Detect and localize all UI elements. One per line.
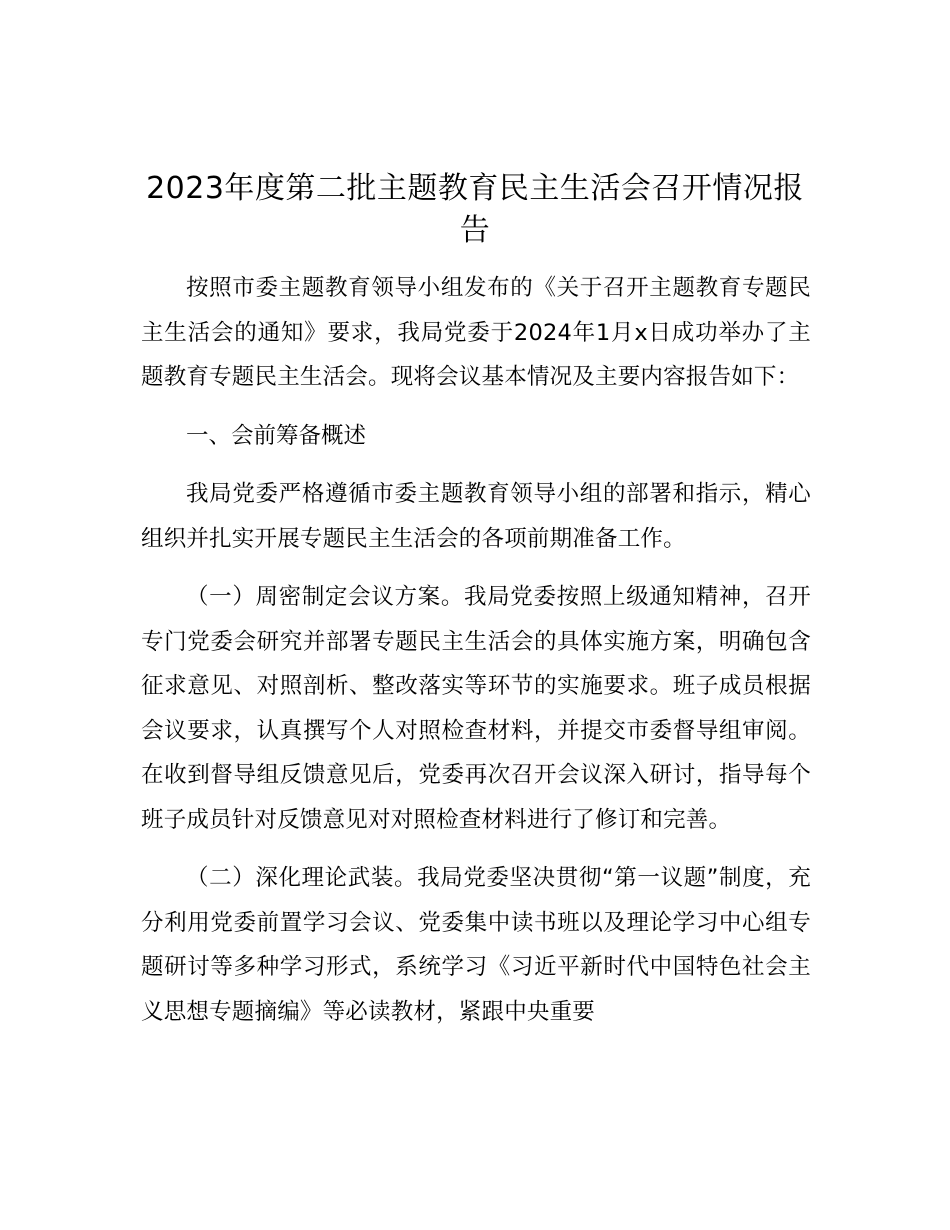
document-body [141, 266, 811, 1048]
theory-study-paragraph: （二）深化理论武装。我局党委坚决贯彻“第一议题”制度，充分利用党委前置学习会议、党委集中读书班以及理论学习中心组专题研讨等多种学习形式，系统学习《习近平新时代中国特色社会主义思想专题摘编》等必读教材，紧跟中央重要 [141, 865, 811, 1025]
document-title: 2023年度第二批主题教育民主生活会召开情况报告 [146, 171, 804, 248]
intro-paragraph: 按照市委主题教育领导小组发布的《关于召开主题教育专题民主生活会的通知》要求，我局党委于2024年1月x日成功举办了主题教育专题民主生活会。现将会议基本情况及主要内容报告如下： [141, 275, 811, 390]
meeting-plan-paragraph: （一）周密制定会议方案。我局党委按照上级通知精神，召开专门党委会研究并部署专题民主生活会的具体实施方案，明确包含征求意见、对照剖析、整改落实等环节的实施要求。班子成员根据会议要求，认真撰写个人对照检查材料，并提交市委督导组审阅。在收到督导组反馈意见后，党委再次召开会议深入研讨，指导每个班子成员针对反馈意见对对照检查材料进行了修订和完善。 [141, 584, 811, 833]
preparation-overview-paragraph: 我局党委严格遵循市委主题教育领导小组的部署和指示，精心组织并扎实开展专题民主生活会的各项前期准备工作。 [141, 481, 811, 552]
section-heading-preparation: 一、会前筹备概述 [186, 422, 367, 449]
